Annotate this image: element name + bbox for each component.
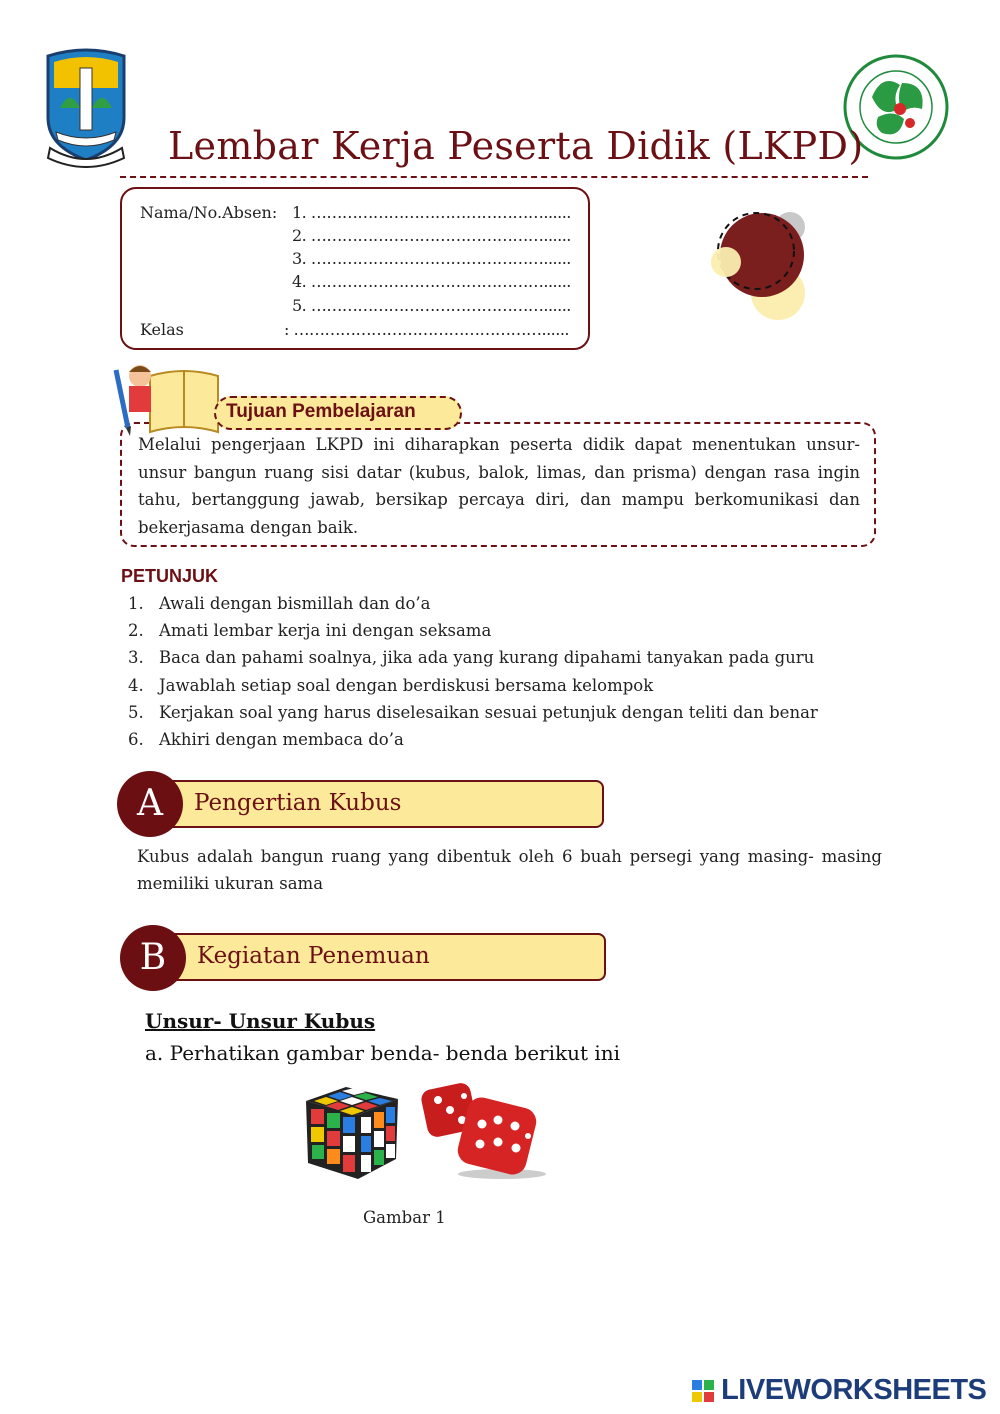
item-a-instruction: a. Perhatikan gambar benda- benda berikut ini bbox=[145, 1041, 621, 1065]
item-number: 5. bbox=[128, 702, 144, 722]
list-item bbox=[128, 590, 888, 617]
liveworksheets-brand bbox=[692, 1374, 986, 1407]
item-number: 6. bbox=[128, 730, 144, 750]
section-a-title: Pengertian Kubus bbox=[194, 790, 402, 816]
liveworksheets-wordmark: LIVEWORKSHEETS bbox=[721, 1374, 987, 1406]
dice-image bbox=[420, 1080, 550, 1180]
provincial-emblem-logo bbox=[40, 48, 132, 168]
section-a-text: Kubus adalah bangun ruang yang dibentuk oleh 6 buah persegi yang masing- masing memiliki ukuran sama bbox=[137, 847, 882, 893]
item-text: Jawablah setiap soal dengan berdiskusi bersama kelompok bbox=[159, 675, 654, 695]
nama-label: Nama/No.Absen: bbox=[140, 203, 278, 222]
nama-entry-2[interactable]: 2. ………………………………………...... bbox=[292, 226, 571, 245]
decorative-circles bbox=[700, 205, 820, 335]
section-b-title: Kegiatan Penemuan bbox=[197, 943, 430, 969]
item-text: Akhiri dengan membaca do’a bbox=[159, 730, 404, 750]
kelas-field[interactable]: : …………………………………………...... bbox=[284, 320, 569, 339]
liveworksheets-logo-icon bbox=[692, 1378, 716, 1404]
nama-entry-3[interactable]: 3. ………………………………………...... bbox=[292, 249, 571, 268]
petunjuk-heading: PETUNJUK bbox=[121, 566, 219, 586]
unsur-kubus-subheading: Unsur- Unsur Kubus bbox=[145, 1009, 376, 1033]
nama-entry-4[interactable]: 4. ………………………………………...... bbox=[292, 272, 571, 291]
item-text: Awali dengan bismillah dan do’a bbox=[159, 594, 431, 613]
title-divider bbox=[120, 176, 868, 178]
section-a-badge: A bbox=[117, 771, 183, 837]
item-text: Amati lembar kerja ini dengan seksama bbox=[159, 621, 492, 641]
item-number: 4. bbox=[128, 675, 144, 695]
nama-entry-5[interactable]: 5. ………………………………………...... bbox=[292, 296, 571, 315]
nama-entry-1[interactable]: 1. ………………………………………...... bbox=[292, 203, 571, 222]
petunjuk-list bbox=[128, 590, 888, 753]
student-with-book-icon bbox=[112, 362, 222, 436]
section-b-badge: B bbox=[120, 925, 186, 991]
item-number: 3. bbox=[128, 648, 144, 668]
list-item bbox=[128, 699, 888, 726]
item-number: 2. bbox=[128, 621, 144, 641]
figure-caption: Gambar 1 bbox=[363, 1208, 446, 1227]
list-item bbox=[128, 672, 888, 699]
item-text: Kerjakan soal yang harus diselesaikan sesuai petunjuk dengan teliti dan benar bbox=[159, 702, 818, 722]
list-item bbox=[128, 617, 888, 644]
list-item bbox=[128, 726, 888, 753]
kelas-label: Kelas bbox=[140, 320, 184, 339]
list-item bbox=[128, 644, 888, 671]
item-text: Baca dan pahami soalnya, jika ada yang kurang dipahami tanyakan pada guru bbox=[159, 648, 815, 668]
item-number: 1. bbox=[128, 594, 144, 613]
tujuan-heading: Tujuan Pembelajaran bbox=[226, 401, 416, 422]
rubiks-cube-image bbox=[302, 1083, 400, 1181]
tujuan-text: Melalui pengerjaan LKPD ini diharapkan peserta didik dapat menentukan unsur-unsur bangun ruang sisi datar (kubus, balok, limas, dan prisma) dengan rasa ingin tahu, bertanggung jawab, bersikap percaya diri, dan mampu berkomunikasi dan bekerjasama dengan baik. bbox=[138, 435, 860, 537]
page-title: Lembar Kerja Peserta Didik (LKPD) bbox=[168, 124, 864, 168]
